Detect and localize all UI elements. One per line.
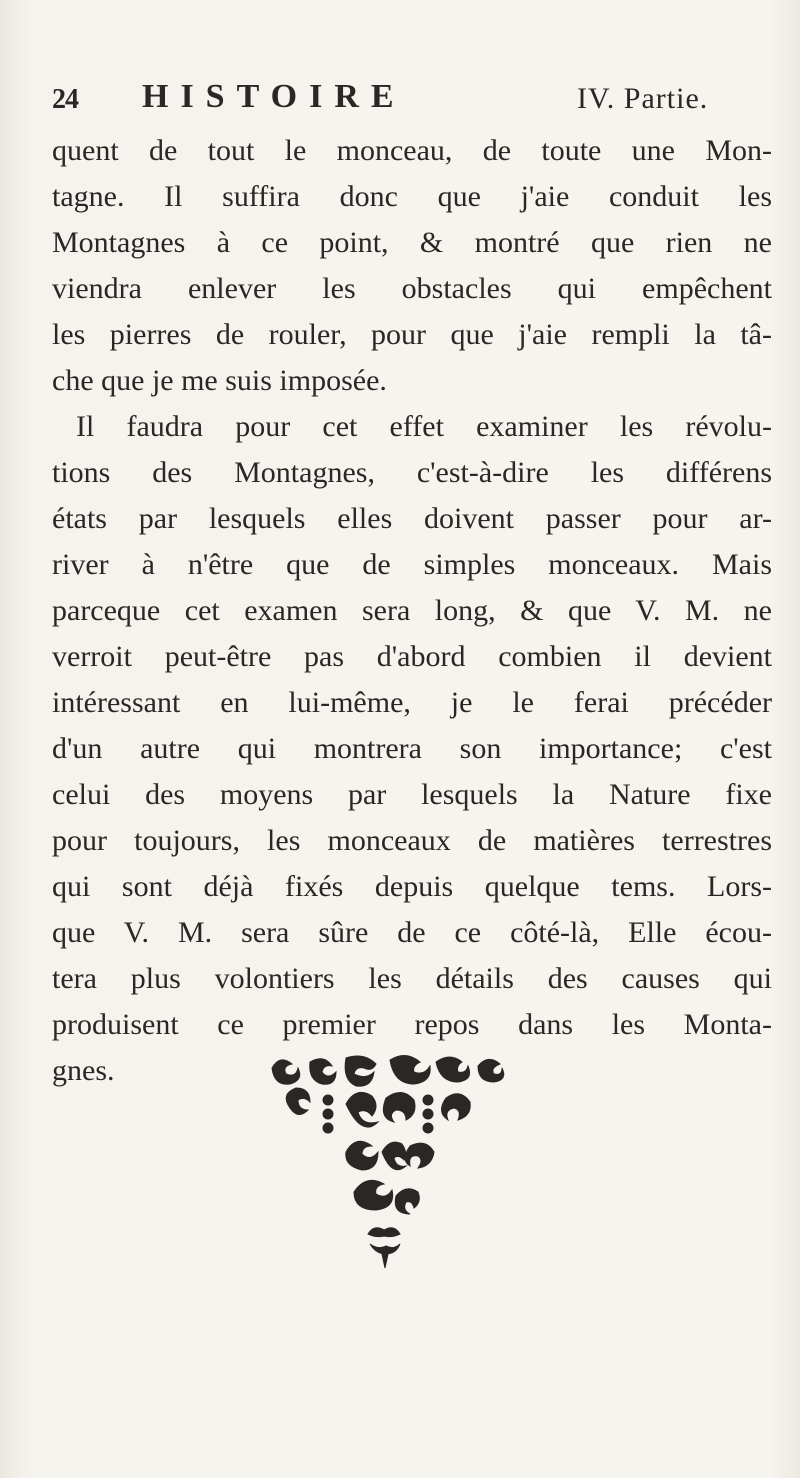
fleuron-tailpiece-icon xyxy=(250,1048,520,1278)
text-line: verroit peut-être pas d'abord combien il devient xyxy=(52,640,772,673)
text-line: Montagnes à ce point, & montré que rien ne xyxy=(52,226,772,259)
text-line: river à n'être que de simples monceaux. Mais xyxy=(52,548,772,581)
text-line: che que je me suis imposée. xyxy=(52,364,387,397)
text-line: intéressant en lui-même, je le ferai précéder xyxy=(52,686,772,719)
page-number: 24 xyxy=(52,84,78,115)
text-line: que V. M. sera sûre de ce côté-là, Elle écou- xyxy=(52,916,772,949)
part-label: IV. Partie. xyxy=(577,82,709,115)
text-line: viendra enlever les obstacles qui empêchent xyxy=(52,272,772,305)
page-header xyxy=(52,72,772,122)
text-line: gnes. xyxy=(52,1054,115,1087)
text-line: pour toujours, les monceaux de matières terrestres xyxy=(52,824,772,857)
text-line: Il faudra pour cet effet examiner les révolu- xyxy=(76,410,772,443)
text-line: tera plus volontiers les détails des causes qui xyxy=(52,962,772,995)
running-title: HISTOIRE xyxy=(142,78,406,115)
text-line: parceque cet examen sera long, & que V. M. ne xyxy=(52,594,772,627)
text-line: tagne. Il suffira donc que j'aie conduit les xyxy=(52,180,772,213)
text-line: les pierres de rouler, pour que j'aie rempli la tâ- xyxy=(52,318,772,351)
text-line: qui sont déjà fixés depuis quelque tems. Lors- xyxy=(52,870,772,903)
text-line: états par lesquels elles doivent passer pour ar- xyxy=(52,502,772,535)
body-text xyxy=(52,128,772,1094)
text-line: celui des moyens par lesquels la Nature fixe xyxy=(52,778,772,811)
text-line: quent de tout le monceau, de toute une Mon- xyxy=(52,134,772,167)
text-line: d'un autre qui montrera son importance; c'est xyxy=(52,732,772,765)
text-line: produisent ce premier repos dans les Monta- xyxy=(52,1008,772,1041)
text-line: tions des Montagnes, c'est-à-dire les différens xyxy=(52,456,772,489)
